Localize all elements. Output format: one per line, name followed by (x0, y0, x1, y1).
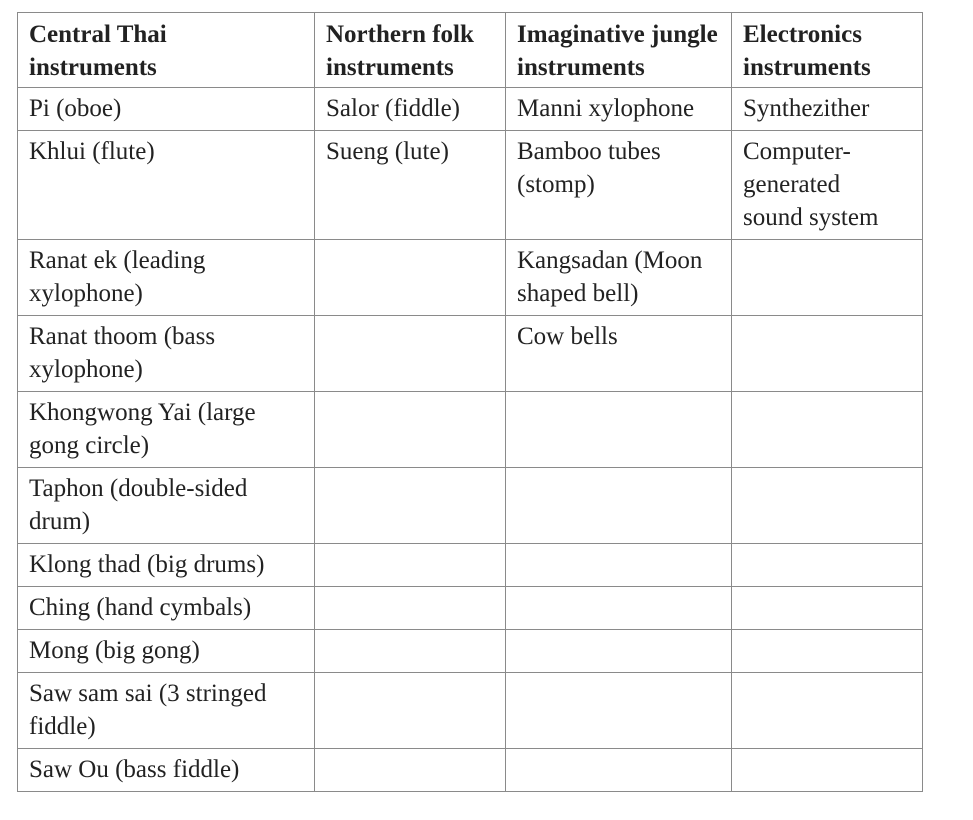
header-northern-folk (315, 13, 506, 88)
cell-text-line: shaped bell) (517, 280, 639, 307)
cell-text-line: instruments (517, 54, 645, 81)
cell-imaginative-jungle (506, 468, 732, 544)
cell-electronics (732, 316, 923, 392)
cell-text-line: Taphon (double-sided (29, 475, 248, 502)
cell-central-thai (18, 673, 315, 749)
cell-electronics (732, 673, 923, 749)
instrument-table (17, 12, 923, 792)
cell-electronics (732, 392, 923, 468)
header-electronics (732, 13, 923, 88)
cell-central-thai (18, 88, 315, 131)
table-row (18, 544, 923, 587)
cell-text-line: Manni xylophone (517, 95, 695, 122)
cell-text-line: fiddle) (29, 713, 96, 740)
table-row (18, 392, 923, 468)
cell-text-line: generated (743, 171, 841, 198)
cell-central-thai (18, 468, 315, 544)
cell-electronics (732, 544, 923, 587)
cell-text-line: Sueng (lute) (326, 138, 449, 165)
cell-northern-folk (315, 544, 506, 587)
cell-electronics (732, 587, 923, 630)
cell-text-line: Pi (oboe) (29, 95, 122, 122)
cell-electronics (732, 630, 923, 673)
cell-text-line: Mong (big gong) (29, 637, 200, 664)
cell-imaginative-jungle (506, 544, 732, 587)
cell-text-line: gong circle) (29, 432, 150, 459)
cell-central-thai (18, 630, 315, 673)
cell-text-line: Ching (hand cymbals) (29, 594, 252, 621)
cell-northern-folk (315, 131, 506, 240)
cell-text-line: Central Thai (29, 21, 167, 48)
cell-text-line: Klong thad (big drums) (29, 551, 265, 578)
cell-central-thai (18, 749, 315, 792)
cell-text-line: Khlui (flute) (29, 138, 155, 165)
cell-imaginative-jungle (506, 673, 732, 749)
cell-text-line: Ranat thoom (bass (29, 323, 216, 350)
cell-text-line: Synthezither (743, 95, 870, 122)
cell-central-thai (18, 240, 315, 316)
cell-northern-folk (315, 673, 506, 749)
cell-imaginative-jungle (506, 88, 732, 131)
cell-northern-folk (315, 240, 506, 316)
cell-central-thai (18, 316, 315, 392)
cell-text-line: (stomp) (517, 171, 595, 198)
header-central-thai (18, 13, 315, 88)
cell-text-line: drum) (29, 508, 91, 535)
cell-text-line: Cow bells (517, 323, 618, 350)
cell-text-line: Khongwong Yai (large (29, 399, 256, 426)
cell-northern-folk (315, 316, 506, 392)
cell-text-line: Bamboo tubes (517, 138, 661, 165)
cell-electronics (732, 749, 923, 792)
cell-imaginative-jungle (506, 392, 732, 468)
header-row (18, 13, 923, 88)
cell-northern-folk (315, 630, 506, 673)
cell-electronics (732, 468, 923, 544)
cell-text-line: xylophone) (29, 280, 143, 307)
cell-text-line: sound system (743, 204, 879, 231)
cell-text-line: instruments (743, 54, 871, 81)
cell-text-line: Kangsadan (Moon (517, 247, 703, 274)
cell-imaginative-jungle (506, 749, 732, 792)
table-row (18, 630, 923, 673)
cell-text-line: instruments (326, 54, 454, 81)
cell-northern-folk (315, 392, 506, 468)
table-row (18, 468, 923, 544)
cell-electronics (732, 131, 923, 240)
cell-central-thai (18, 544, 315, 587)
cell-text-line: xylophone) (29, 356, 143, 383)
table-row (18, 673, 923, 749)
cell-northern-folk (315, 749, 506, 792)
cell-text-line: Northern folk (326, 21, 474, 48)
cell-text-line: Saw Ou (bass fiddle) (29, 756, 240, 783)
cell-electronics (732, 240, 923, 316)
table-row (18, 240, 923, 316)
cell-northern-folk (315, 587, 506, 630)
table-row (18, 749, 923, 792)
cell-text-line: Salor (fiddle) (326, 95, 460, 122)
cell-text-line: Electronics (743, 21, 862, 48)
header-imaginative-jungle (506, 13, 732, 88)
table-body (18, 88, 923, 792)
table-row (18, 131, 923, 240)
cell-text-line: instruments (29, 54, 157, 81)
cell-central-thai (18, 131, 315, 240)
cell-central-thai (18, 392, 315, 468)
cell-imaginative-jungle (506, 587, 732, 630)
cell-text-line: Computer- (743, 138, 851, 165)
cell-imaginative-jungle (506, 316, 732, 392)
cell-text-line: Imaginative jungle (517, 21, 718, 48)
cell-imaginative-jungle (506, 240, 732, 316)
cell-electronics (732, 88, 923, 131)
table-row (18, 88, 923, 131)
cell-text-line: Saw sam sai (3 stringed (29, 680, 267, 707)
table-row (18, 316, 923, 392)
cell-text-line: Ranat ek (leading (29, 247, 206, 274)
cell-northern-folk (315, 468, 506, 544)
cell-northern-folk (315, 88, 506, 131)
cell-central-thai (18, 587, 315, 630)
cell-imaginative-jungle (506, 630, 732, 673)
cell-imaginative-jungle (506, 131, 732, 240)
table-row (18, 587, 923, 630)
